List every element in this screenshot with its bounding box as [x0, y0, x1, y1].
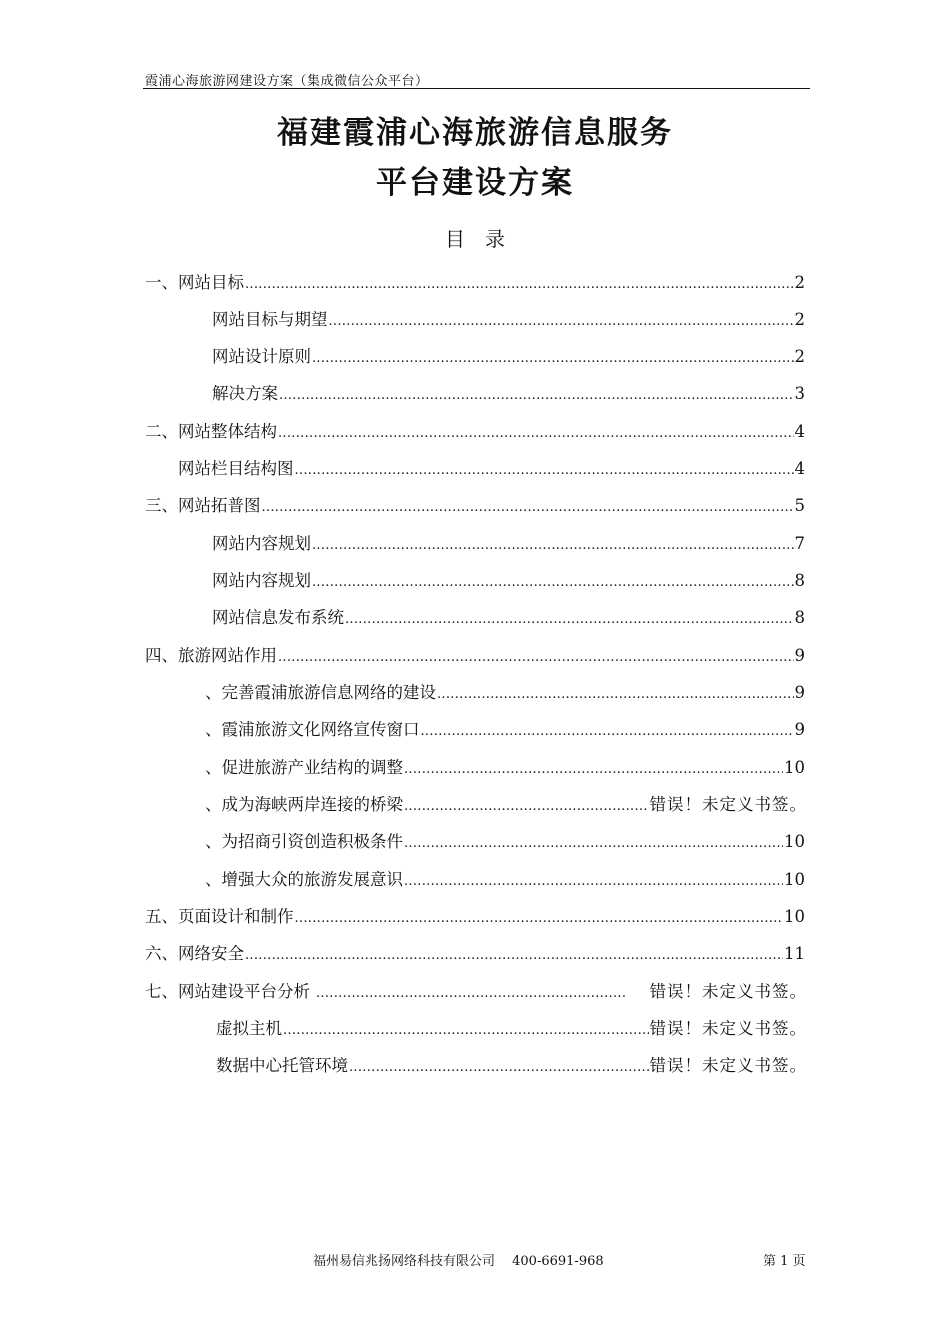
toc-entry-page: 5 — [794, 496, 805, 515]
toc-entry[interactable] — [205, 866, 805, 892]
toc-entry-label: 、增强大众的旅游发展意识 — [205, 870, 403, 889]
toc-entry[interactable] — [205, 716, 805, 742]
toc-leader — [245, 277, 794, 292]
toc-entry[interactable] — [178, 455, 805, 481]
toc-entry-label: 数据中心托管环境 — [216, 1056, 348, 1075]
toc-entry[interactable] — [205, 791, 807, 817]
toc-entry-label: 网站内容规划 — [212, 571, 311, 590]
toc-entry[interactable] — [212, 343, 805, 369]
toc-entry-page: 10 — [784, 870, 805, 889]
toc-leader — [404, 762, 783, 777]
toc-leader — [312, 575, 794, 590]
toc-entry-page: 2 — [794, 310, 805, 329]
toc-leader — [295, 911, 784, 926]
document-title-line-2: 平台建设方案 — [376, 165, 574, 201]
toc-leader — [295, 463, 794, 478]
toc-entry[interactable] — [205, 679, 805, 705]
toc-entry[interactable] — [212, 306, 805, 332]
toc-entry-label: 网站栏目结构图 — [178, 459, 294, 478]
toc-entry-label: 网站目标与期望 — [212, 310, 328, 329]
header-rule — [143, 88, 810, 89]
toc-entry-label: 五、页面设计和制作 — [145, 907, 294, 926]
toc-entry[interactable] — [216, 1015, 807, 1041]
toc-entry-label: 三、网站拓普图 — [145, 496, 261, 515]
toc-entry-label: 四、旅游网站作用 — [145, 646, 277, 665]
toc-entry-page: 错误！未定义书签。 — [649, 1019, 807, 1038]
toc-leader — [345, 612, 794, 627]
toc-entry[interactable] — [145, 903, 805, 929]
toc-entry-label: 网站信息发布系统 — [212, 608, 344, 627]
toc-leader — [316, 986, 625, 1001]
toc-entry[interactable] — [212, 380, 805, 406]
toc-entry-page: 错误！未定义书签。 — [649, 1056, 807, 1075]
toc-entry-page: 10 — [784, 758, 805, 777]
toc-entry-page: 9 — [794, 683, 805, 702]
toc-entry[interactable] — [212, 604, 805, 630]
toc-entry-page: 10 — [784, 832, 805, 851]
toc-entry-label: 二、网站整体结构 — [145, 422, 277, 441]
toc-entry-page: 4 — [794, 422, 805, 441]
toc-heading: 目 录 — [445, 227, 505, 251]
toc-leader — [278, 650, 794, 665]
toc-entry[interactable] — [145, 940, 805, 966]
toc-entry-page: 3 — [794, 384, 805, 403]
toc-entry[interactable] — [145, 492, 805, 518]
toc-entry-page: 错误！未定义书签。 — [649, 795, 807, 814]
footer-company: 福州易信兆扬网络科技有限公司 400-6691-968 — [313, 1254, 604, 1269]
toc-entry-label: 七、网站建设平台分析 — [145, 982, 310, 1001]
toc-leader — [404, 874, 783, 889]
toc-leader — [312, 351, 794, 366]
toc-leader — [262, 500, 794, 515]
toc-leader — [349, 1060, 649, 1075]
toc-entry-label: 、促进旅游产业结构的调整 — [205, 758, 403, 777]
toc-entry-label: 网站设计原则 — [212, 347, 311, 366]
toc-entry[interactable] — [145, 642, 805, 668]
toc-entry[interactable] — [216, 1052, 807, 1078]
toc-entry-label: 、霞浦旅游文化网络宣传窗口 — [205, 720, 420, 739]
toc-entry-page: 9 — [794, 720, 805, 739]
toc-entry[interactable] — [145, 269, 805, 295]
toc-leader — [404, 836, 783, 851]
toc-entry-label: 一、网站目标 — [145, 273, 244, 292]
toc-entry[interactable] — [145, 978, 807, 1004]
toc-entry[interactable] — [212, 530, 805, 556]
toc-entry-label: 六、网络安全 — [145, 944, 244, 963]
toc-entry-label: 虚拟主机 — [216, 1019, 282, 1038]
toc-leader — [329, 314, 794, 329]
toc-entry-page: 错误！未定义书签。 — [649, 982, 807, 1001]
toc-leader — [279, 388, 794, 403]
toc-entry[interactable] — [205, 754, 805, 780]
toc-entry-page: 4 — [794, 459, 805, 478]
toc-entry[interactable] — [212, 567, 805, 593]
toc-leader — [278, 426, 794, 441]
toc-entry-label: 、成为海峡两岸连接的桥梁 — [205, 795, 403, 814]
toc-entry-page: 11 — [784, 944, 805, 963]
toc-leader — [283, 1023, 649, 1038]
toc-entry-page: 10 — [784, 907, 805, 926]
toc-leader — [437, 687, 794, 702]
toc-entry-label: 、完善霞浦旅游信息网络的建设 — [205, 683, 436, 702]
document-title-line-1: 福建霞浦心海旅游信息服务 — [277, 115, 673, 151]
toc-entry[interactable] — [145, 418, 805, 444]
toc-entry-label: 解决方案 — [212, 384, 278, 403]
toc-entry-page: 2 — [794, 273, 805, 292]
toc-entry-page: 7 — [794, 534, 805, 553]
toc-entry-page: 8 — [794, 608, 805, 627]
toc-leader — [421, 724, 794, 739]
toc-leader — [312, 538, 794, 553]
toc-entry[interactable] — [205, 828, 805, 854]
toc-leader — [404, 799, 649, 814]
toc-entry-page: 9 — [794, 646, 805, 665]
toc-entry-page: 8 — [794, 571, 805, 590]
toc-leader — [245, 948, 783, 963]
toc-entry-label: 、为招商引资创造积极条件 — [205, 832, 403, 851]
toc-entry-label: 网站内容规划 — [212, 534, 311, 553]
footer-page-number: 第 1 页 — [763, 1254, 806, 1269]
running-header: 霞浦心海旅游网建设方案（集成微信公众平台） — [145, 74, 429, 89]
toc-entry-page: 2 — [794, 347, 805, 366]
